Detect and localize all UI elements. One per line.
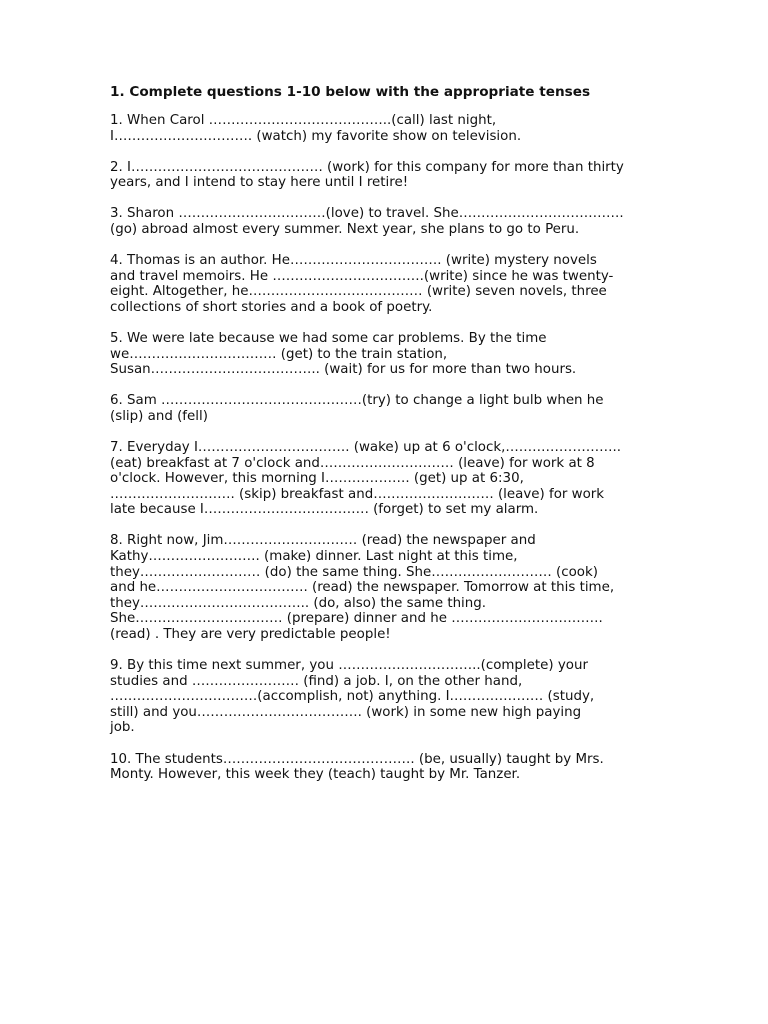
question-line: I…………………………. (watch) my favorite show on television. [110, 128, 522, 144]
question-line: 10. The students……………………………………. (be, usually) taught by Mrs. [110, 751, 604, 767]
question-line: 2. I……………………………………. (work) for this company for more than thirty [110, 159, 624, 175]
question-line: and travel memoirs. He …………………………….(write) since he was twenty- [110, 268, 614, 284]
question-line: 1. When Carol …………………………………..(call) last night, [110, 113, 497, 128]
question-line: Monty. However, this week they (teach) taught by Mr. Tanzer. [110, 767, 521, 783]
question-7 [110, 440, 655, 518]
question-line: (slip) and (fell) [110, 408, 208, 424]
question-line: and he……………………………. (read) the newspaper. Tomorrow at this time, [110, 580, 615, 596]
question-line: (go) abroad almost every summer. Next year, she plans to go to Peru. [110, 221, 580, 237]
question-line: studies and …………………… (find) a job. I, on the other hand, [110, 673, 523, 689]
question-3 [110, 206, 655, 237]
question-line: they……………………………….. (do, also) the same thing. [110, 595, 487, 611]
question-4 [110, 253, 655, 315]
question-line: still) and you………………………………. (work) in some new high paying [110, 704, 582, 720]
question-line: 9. By this time next summer, you …………………………..(complete) your [110, 658, 588, 674]
question-line: ………………………. (skip) breakfast and……………………… (leave) for work [110, 486, 605, 502]
question-line: 3. Sharon ……………………………(love) to travel. She………………………………. [110, 206, 624, 222]
question-5 [110, 331, 655, 378]
question-line: late because I………………………………. (forget) to set my alarm. [110, 502, 539, 518]
worksheet [110, 84, 655, 798]
question-line: Kathy……………………. (make) dinner. Last night at this time, [110, 548, 518, 564]
question-line: 4. Thomas is an author. He……………………………. (write) mystery novels [110, 253, 597, 269]
question-6 [110, 393, 655, 424]
question-8 [110, 533, 655, 642]
question-9 [110, 658, 655, 736]
question-line: collections of short stories and a book of poetry. [110, 299, 433, 315]
question-line: (read) . They are very predictable people! [110, 626, 391, 642]
question-1 [110, 113, 655, 144]
question-line: years, and I intend to stay here until I retire! [110, 175, 409, 191]
worksheet-title: 1. Complete questions 1-10 below with the appropriate tenses [110, 84, 591, 100]
question-line: they……………………… (do) the same thing. She……………………… (cook) [110, 564, 598, 580]
question-10 [110, 752, 655, 783]
questions-list [110, 113, 655, 783]
question-line: job. [110, 720, 135, 736]
question-line: She…………………………… (prepare) dinner and he ……………………………. [110, 611, 603, 627]
question-line: 7. Everyday I……………………………. (wake) up at 6 o'clock,…………………….. [110, 439, 622, 455]
question-line: we…………………………… (get) to the train station, [110, 346, 448, 362]
question-line: ……………………………(accomplish, not) anything. I………………… (study, [110, 689, 595, 705]
question-2 [110, 160, 655, 191]
question-line: 6. Sam ………………………………………(try) to change a light bulb when he [110, 393, 604, 409]
question-line: (eat) breakfast at 7 o'clock and………………………… (leave) for work at 8 [110, 455, 595, 471]
question-line: eight. Altogether, he………………………………… (write) seven novels, three [110, 284, 607, 300]
question-line: 5. We were late because we had some car problems. By the time [110, 330, 547, 346]
question-line: o'clock. However, this morning I………………. (get) up at 6:30, [110, 471, 524, 487]
question-line: 8. Right now, Jim………………………… (read) the newspaper and [110, 533, 536, 549]
question-line: Susan……………………………….. (wait) for us for more than two hours. [110, 362, 577, 378]
